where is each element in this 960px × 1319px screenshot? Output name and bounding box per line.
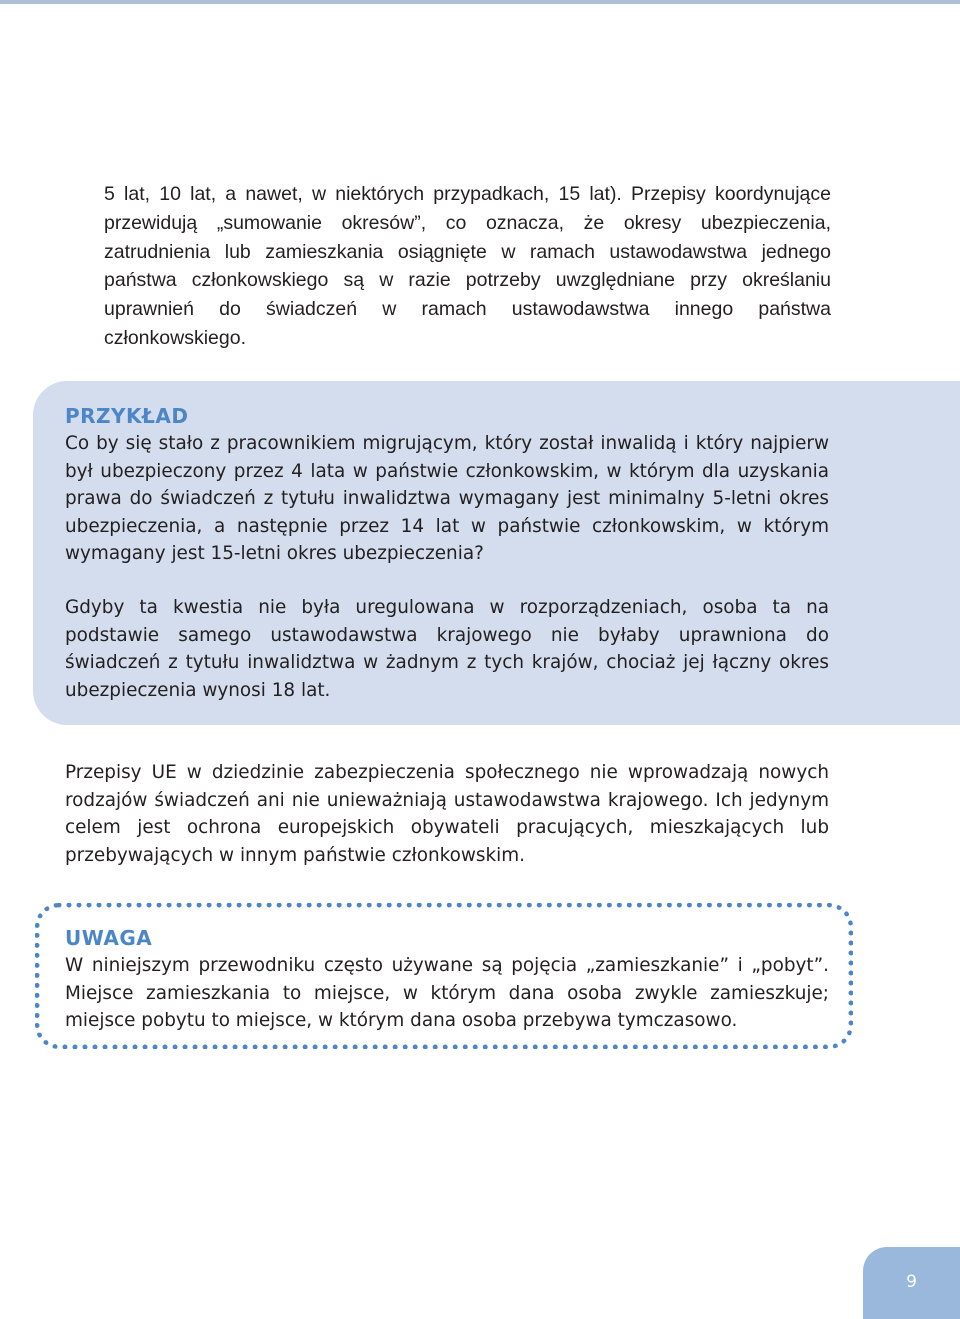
- example-title: PRZYKŁAD: [65, 404, 189, 428]
- example-paragraph-2: Gdyby ta kwestia nie była uregulowana w rozporządzeniach, osoba ta na podstawie samego ustawodawstwa krajowego nie byłaby uprawniona do świadczeń z tytułu inwalidztwa w żadnym z tych krajów, chociaż jej łączny okres ubezpieczenia wynosi 18 lat.: [65, 597, 829, 701]
- intro-paragraph: 5 lat, 10 lat, a nawet, w niektórych przypadkach, 15 lat). Przepisy koordynujące przewidują „sumowanie okresów”, co oznacza, że okresy ubezpieczenia, zatrudnienia lub zamieszkania osiągnięte w ramach ustawodawstwa jednego państwa członkowskiego są w razie potrzeby uwzględniane przy określaniu uprawnień do świadczeń w ramach ustawodawstwa innego państwa członkowskiego.: [104, 183, 831, 349]
- example-paragraph-1: Co by się stało z pracownikiem migrującym, który został inwalidą i który najpierw był ubezpieczony przez 4 lata w państwie członkowskim, w którym dla uzyskania prawa do świadczeń z tytułu inwalidztwa wymagany jest minimalny 5-letni okres ubezpieczenia, a następnie przez 14 lat w państwie członkowskim, w którym wymagany jest 15-letni okres ubezpieczenia?: [65, 433, 829, 565]
- body-paragraph: Przepisy UE w dziedzinie zabezpieczenia społecznego nie wprowadzają nowych rodzajów świadczeń ani nie unieważniają ustawodawstwa krajowego. Ich jedynym celem jest ochrona europejskich obywateli pracujących, mieszkających lub przebywających w innym państwie członkowskim.: [65, 762, 829, 866]
- page-number: 9: [906, 1272, 917, 1292]
- note-paragraph: W niniejszym przewodniku często używane są pojęcia „zamieszkanie” i „pobyt”. Miejsce zamieszkania to miejsce, w którym dana osoba zwykle zamieszkuje; miejsce pobytu to miejsce, w którym dana osoba przebywa tymczasowo.: [65, 955, 829, 1032]
- top-rule: [0, 0, 960, 4]
- note-title: UWAGA: [65, 926, 153, 950]
